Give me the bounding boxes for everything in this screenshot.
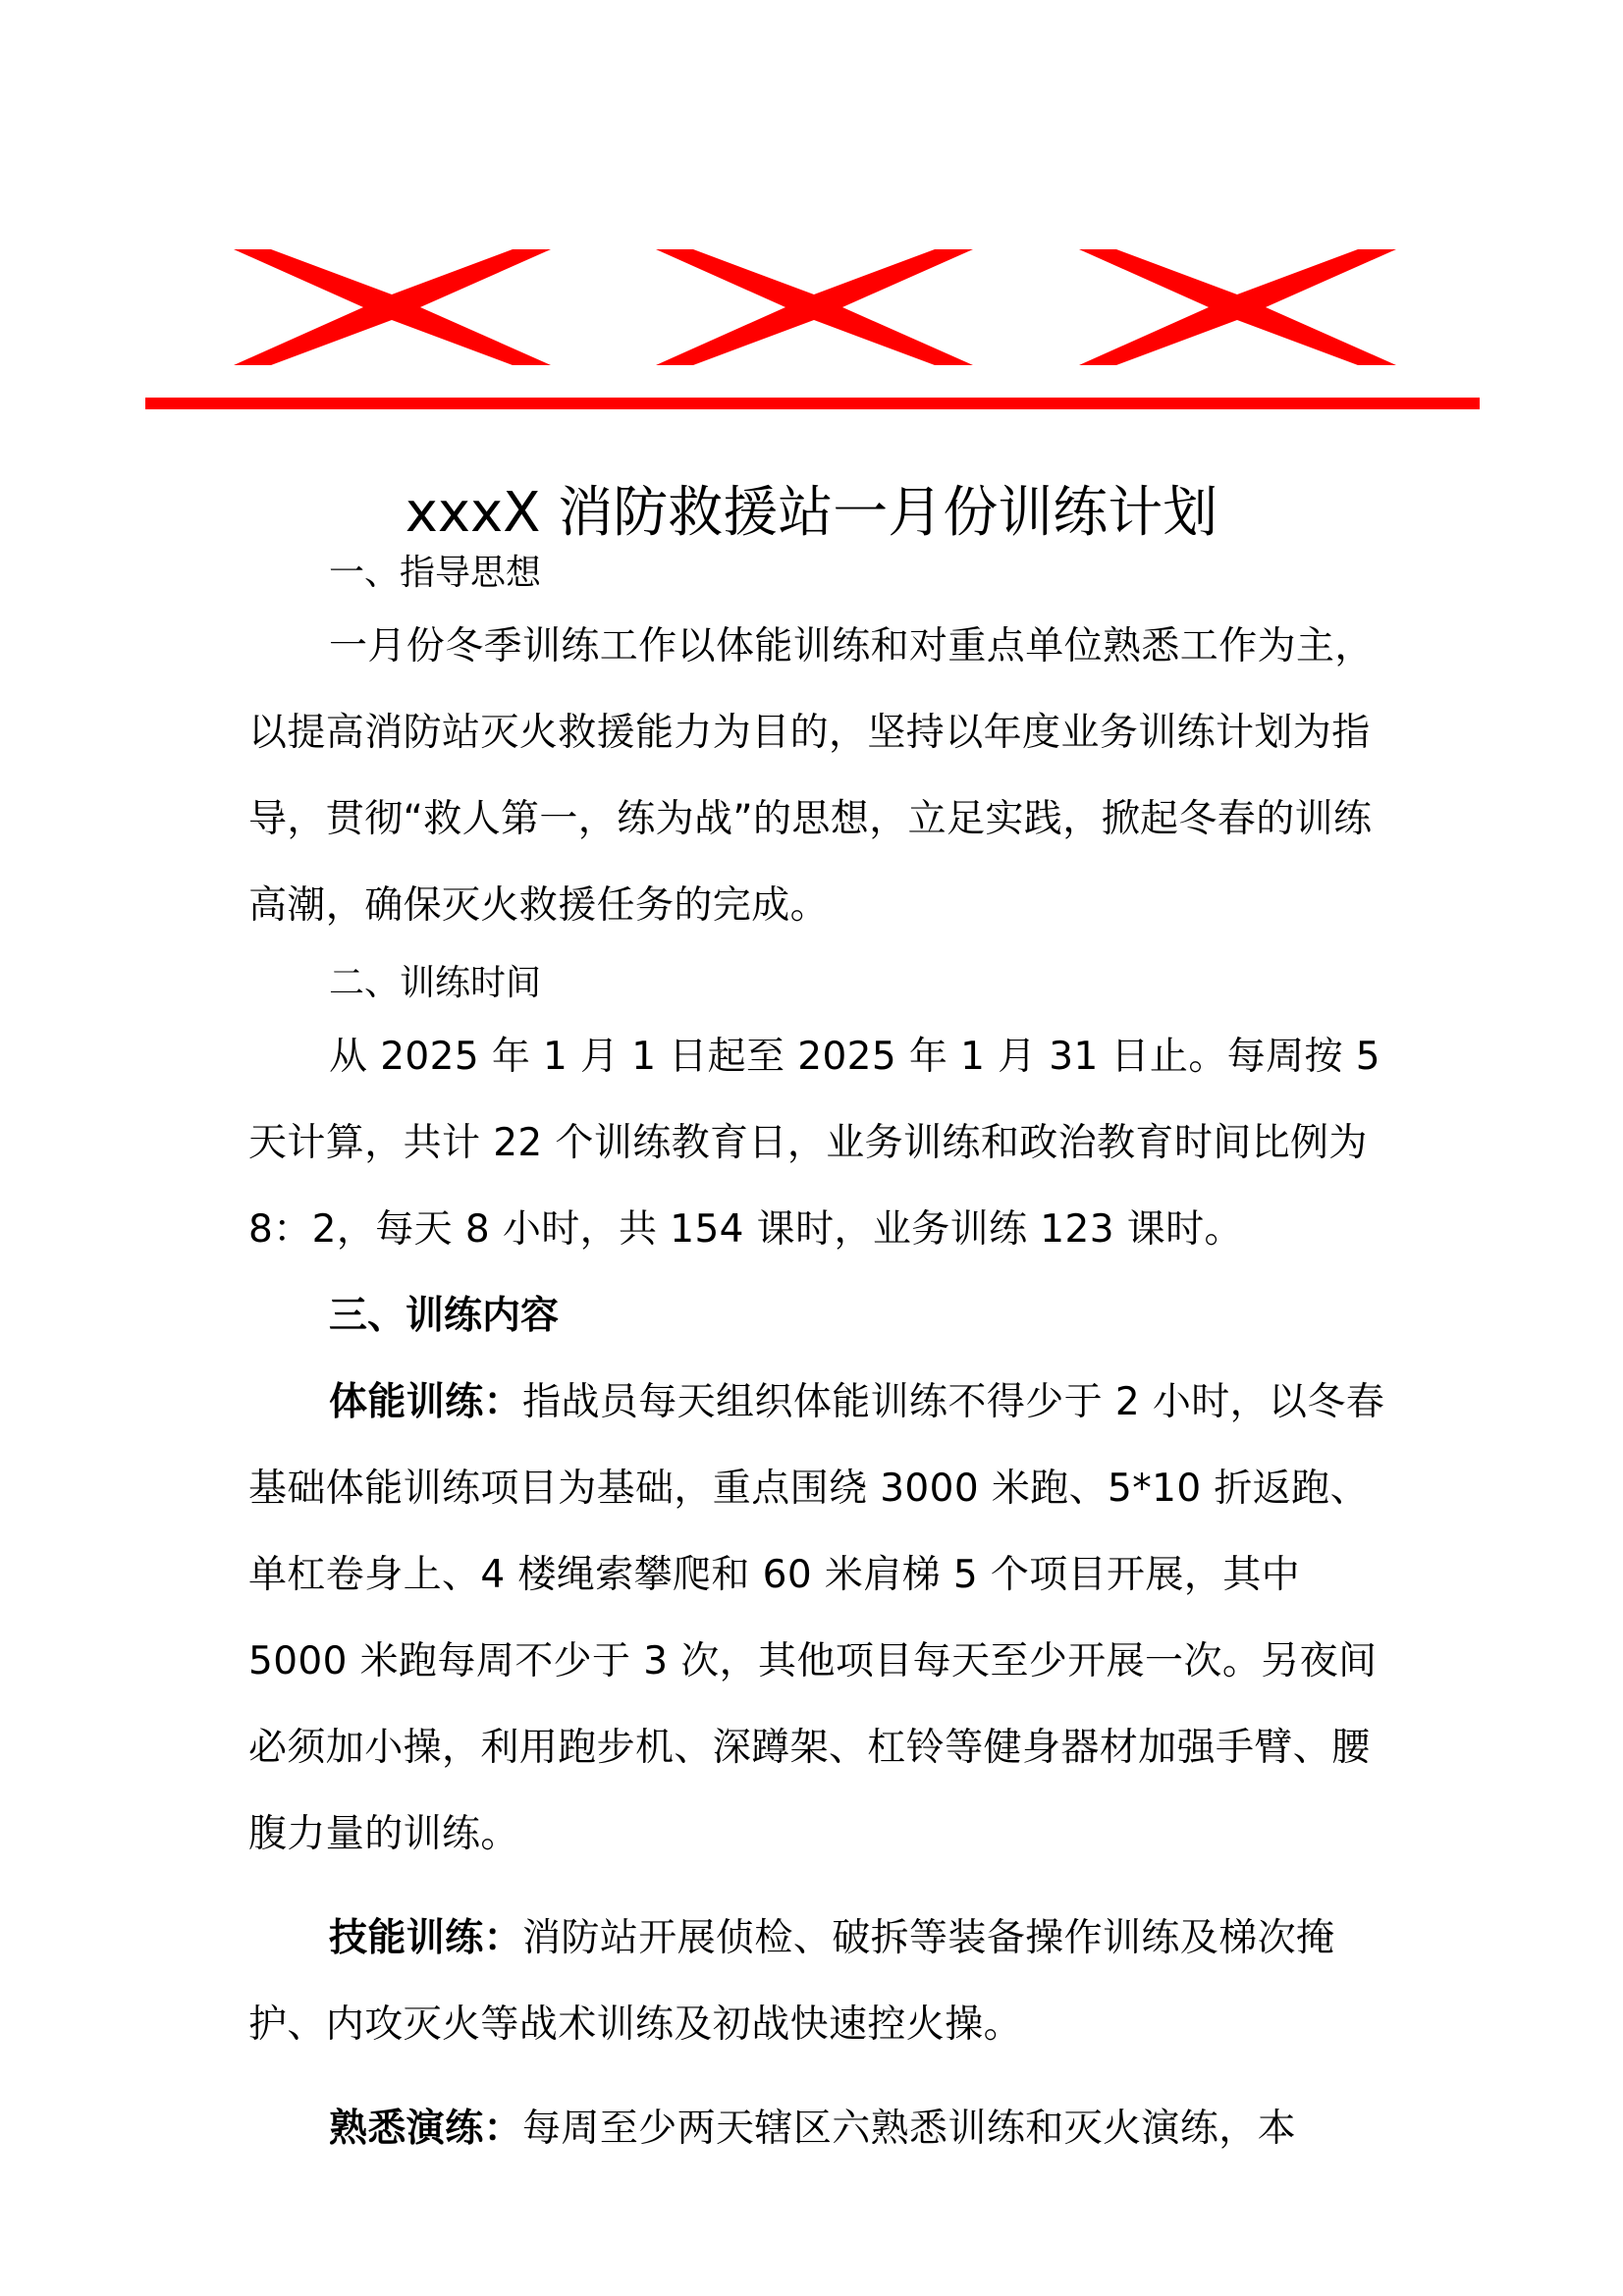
section-heading-guiding-principle: 一、指导思想 [329, 553, 542, 593]
familiarization-drill-label: 熟悉演练： [329, 2107, 523, 2151]
red-x-mark [656, 249, 973, 365]
x-mark-icon [1079, 249, 1396, 365]
section-heading-training-content: 三、训练内容 [329, 1294, 560, 1338]
skills-training-text: 消防站开展侦检、破拆等装备操作训练及梯次掩护、内攻灭火等战术训练及初战快速控火操。 [248, 1916, 1335, 2047]
red-header [0, 0, 1623, 412]
x-mark-icon [656, 249, 973, 365]
red-x-mark [1079, 249, 1396, 365]
x-mark-icon [234, 249, 551, 365]
physical-training-text: 指战员每天组织体能训练不得少于 2 小时，以冬春基础体能训练项目为基础，重点围绕 3000 米跑、5*10 折返跑、单杠卷身上、4 楼绳索攀爬和 60 米肩梯 5 个项目开展，其中 5000 米跑每周不少于 3 次，其他项目每天至少开展一次。另夜间必须加小操，利用跑步机、深蹲架、杠铃等健身器材加强手臂、腰腹力量的训练。 [248, 1380, 1385, 1856]
document-body [248, 543, 1387, 2172]
red-divider [145, 398, 1480, 409]
skills-training-label: 技能训练： [329, 1916, 523, 1960]
physical-training-paragraph [248, 1360, 1387, 1878]
section-heading-training-time: 二、训练时间 [329, 963, 542, 1003]
familiarization-drill-text: 每周至少两天辖区六熟悉训练和灭火演练，本 [522, 2107, 1297, 2151]
familiarization-drill-paragraph [248, 2086, 1387, 2172]
skills-training-paragraph [248, 1896, 1387, 2068]
training-time-paragraph: 从 2025 年 1 月 1 日起至 2025 年 1 月 31 日止。每周按 5 天计算，共计 22 个训练教育日，业务训练和政治教育时间比例为 8：2，每天 8 小时，共 154 课时，业务训练 123 课时。 [248, 1035, 1380, 1252]
document-title: xxxX 消防救援站一月份训练计划 [405, 481, 1218, 545]
guiding-principle-paragraph: 一月份冬季训练工作以体能训练和对重点单位熟悉工作为主，以提高消防站灭火救援能力为目的，坚持以年度业务训练计划为指导，贯彻“救人第一，练为战”的思想，立足实践，掀起冬春的训练高潮，确保灭火救援任务的完成。 [248, 624, 1374, 928]
physical-training-label: 体能训练： [329, 1380, 523, 1424]
red-x-mark [234, 249, 551, 365]
